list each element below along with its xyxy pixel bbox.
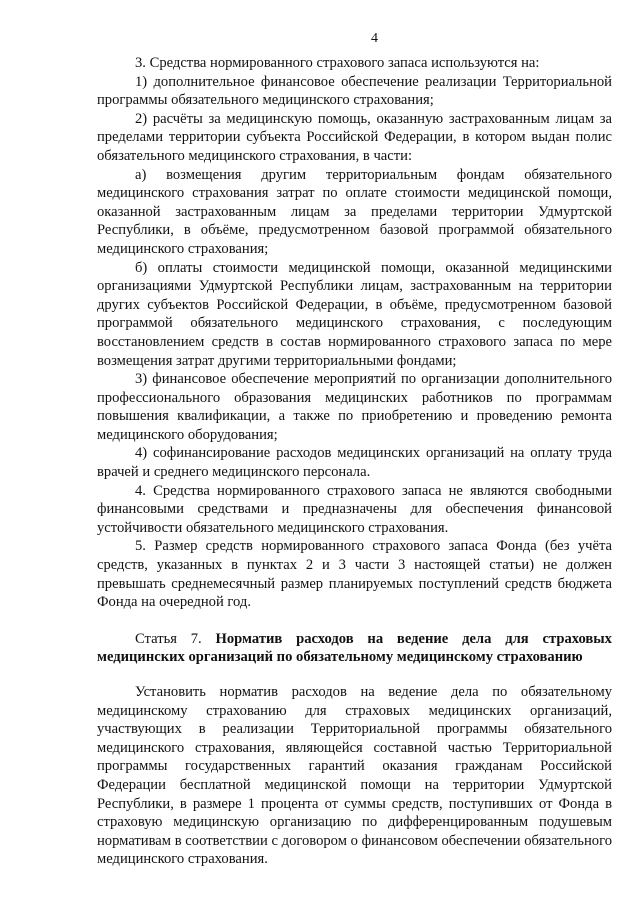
paragraph-3: 3. Средства нормированного страхового запаса используются на: [135,55,540,71]
page-number: 4 [371,31,378,46]
section-gap [97,612,612,630]
paragraph-3-1: 1) дополнительное финансовое обеспечение реализации Территориальной программы обязательного медицинского страхования; [97,73,612,109]
section-gap [97,667,612,683]
article-7-prefix: Статья 7. [135,630,202,647]
paragraph-3-2-a: а) возмещения другим территориальным фондам обязательного медицинского страхования затрат по оплате стоимости медицинской помощи, оказанной застрахованным лицам за пределами территории Удмуртской Республики, в объёме, предусмотренном базовой программой обязательного медицинского страхования; [97,166,612,257]
article-7-title: Норматив расходов на ведение дела для страховых медицинских организаций по обязательному медицинскому страхованию [97,630,612,666]
document-page [97,30,612,869]
paragraph-4: 4. Средства нормированного страхового запаса не являются свободными финансовыми средствами и предназначены для обеспечения финансовой устойчивости обязательного медицинского страхования. [97,482,612,536]
article-7-paragraph: Установить норматив расходов на ведение дела по обязательному медицинскому страхованию для страховых медицинских организаций, участвующих в реализации Территориальной программы обязательного медицинского страхования, являющейся составной частью Территориальной программы государственных гарантий оказания гражданам Российской Федерации бесплатной медицинской помощи на территории Удмуртской Республики, в размере 1 процента от суммы средств, поступивших от Фонда в страховую медицинскую организацию по дифференцированным подушевым нормативам в соответствии с договором о финансовом обеспечении обязательного медицинского страхования. [97,684,612,868]
paragraph-3-2-b: б) оплаты стоимости медицинской помощи, оказанной медицинскими организациями Удмуртской Республики лицам, застрахованным на территории других субъектов Российской Федерации, в объёме, предусмотренном базовой программой обязательного медицинского страхования, с последующим восстановлением средств в состав нормированного страхового запаса по мере возмещения затрат другими территориальными фондами; [97,259,612,369]
paragraph-5: 5. Размер средств нормированного страхового запаса Фонда (без учёта средств, указанных в пунктах 2 и 3 части 3 настоящей статьи) не должен превышать среднемесячный размер планируемых поступлений средств бюджета Фонда на очередной год. [97,538,612,611]
paragraph-3-2: 2) расчёты за медицинскую помощь, оказанную застрахованным лицам за пределами территории субъекта Российской Федерации, в котором выдан полис обязательного медицинского страхования, в части: [97,110,612,164]
paragraph-3-3: 3) финансовое обеспечение мероприятий по организации дополнительного профессионального образования медицинских работников по программам повышения квалификации, а также по приобретению и проведению ремонта медицинского оборудования; [97,371,612,443]
paragraph-3-4: 4) софинансирование расходов медицинских организаций на оплату труда врачей и среднего медицинского персонала. [97,445,612,481]
article-7-heading [97,630,612,667]
